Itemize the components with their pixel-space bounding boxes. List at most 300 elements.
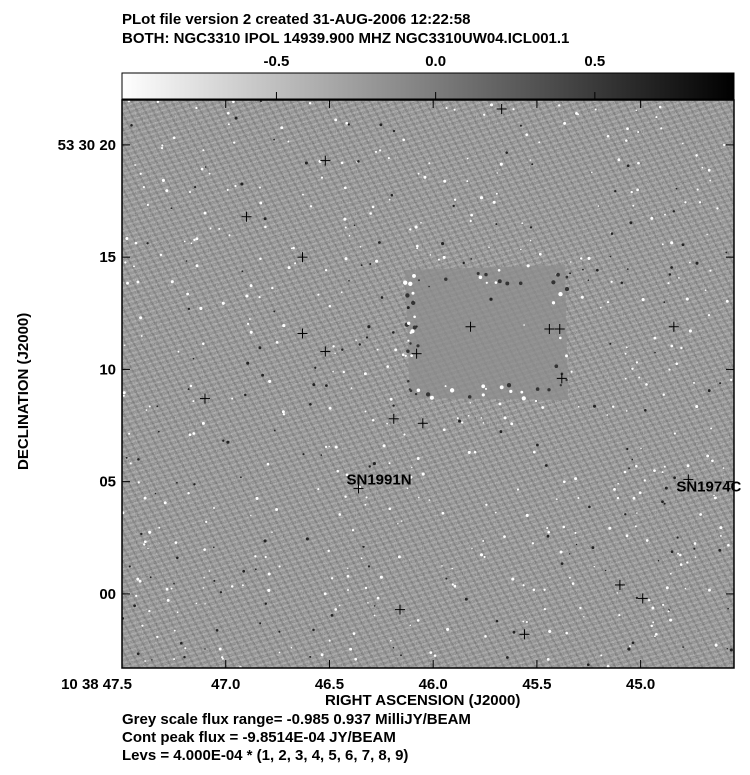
noise-speckle xyxy=(240,476,242,478)
noise-speckle xyxy=(705,289,707,291)
noise-speckle xyxy=(504,416,507,419)
noise-speckle xyxy=(720,535,722,537)
ring-speckle xyxy=(407,380,410,383)
noise-speckle xyxy=(335,446,338,449)
noise-speckle xyxy=(709,270,711,272)
noise-speckle xyxy=(644,409,647,412)
noise-speckle xyxy=(530,226,532,228)
y-tick-label-1: 15 xyxy=(99,249,116,267)
noise-speckle xyxy=(446,107,448,109)
x-axis-label: RIGHT ASCENSION (J2000) xyxy=(325,692,521,709)
noise-speckle xyxy=(730,648,733,651)
noise-speckle xyxy=(403,433,405,435)
noise-speckle xyxy=(547,658,550,661)
noise-speckle xyxy=(417,457,420,460)
noise-speckle xyxy=(626,534,629,537)
noise-speckle xyxy=(229,234,231,236)
noise-speckle xyxy=(402,139,405,142)
noise-speckle xyxy=(209,173,211,175)
noise-speckle xyxy=(461,421,463,423)
y-tick-label-3: 05 xyxy=(99,473,116,491)
noise-speckle xyxy=(635,525,637,527)
noise-speckle xyxy=(674,433,676,435)
noise-speckle xyxy=(184,241,186,243)
noise-speckle xyxy=(348,280,350,282)
noise-speckle xyxy=(210,228,212,230)
noise-speckle xyxy=(129,565,131,567)
noise-speckle xyxy=(702,167,704,169)
noise-speckle xyxy=(202,422,205,425)
noise-speckle xyxy=(465,598,468,601)
noise-speckle xyxy=(146,242,148,244)
noise-speckle xyxy=(161,147,163,149)
noise-speckle xyxy=(636,189,639,192)
noise-speckle xyxy=(213,547,215,549)
noise-speckle xyxy=(375,260,378,263)
header-line-1: PLot file version 2 created 31-AUG-2006 12:22:58 xyxy=(122,11,471,28)
noise-speckle xyxy=(463,262,465,264)
noise-speckle xyxy=(144,540,147,543)
noise-speckle xyxy=(401,520,402,521)
noise-speckle xyxy=(240,182,243,185)
ring-speckle xyxy=(410,329,414,333)
noise-speckle xyxy=(598,205,600,207)
noise-speckle xyxy=(380,576,383,579)
noise-speckle xyxy=(343,218,346,221)
noise-speckle xyxy=(391,194,394,197)
noise-speckle xyxy=(339,605,340,606)
noise-speckle xyxy=(513,631,516,634)
ring-speckle xyxy=(565,379,567,381)
noise-speckle xyxy=(417,619,420,622)
noise-speckle xyxy=(483,422,485,424)
noise-speckle xyxy=(651,625,653,627)
ring-speckle xyxy=(403,281,407,285)
noise-speckle xyxy=(138,481,140,483)
noise-speckle xyxy=(418,173,420,175)
noise-speckle xyxy=(282,410,285,413)
noise-speckle xyxy=(188,388,190,390)
noise-speckle xyxy=(530,240,532,242)
noise-speckle xyxy=(577,497,579,499)
noise-speckle xyxy=(193,483,195,485)
noise-speckle xyxy=(128,433,130,435)
noise-speckle xyxy=(480,553,483,556)
noise-speckle xyxy=(171,207,173,209)
noise-speckle xyxy=(362,545,364,547)
noise-speckle xyxy=(668,369,670,371)
noise-speckle xyxy=(548,630,551,633)
noise-speckle xyxy=(359,343,361,345)
noise-speckle xyxy=(365,411,367,413)
noise-speckle xyxy=(234,185,236,187)
noise-speckle xyxy=(164,501,167,504)
ring-speckle xyxy=(505,281,509,285)
noise-speckle xyxy=(576,544,578,546)
noise-speckle xyxy=(133,604,136,607)
noise-speckle xyxy=(365,587,367,589)
noise-speckle xyxy=(500,163,503,166)
noise-speckle xyxy=(381,296,384,299)
noise-speckle xyxy=(390,398,393,401)
noise-speckle xyxy=(360,246,362,248)
noise-speckle xyxy=(495,223,497,225)
noise-speckle xyxy=(483,114,485,116)
noise-speckle xyxy=(655,116,657,118)
noise-speckle xyxy=(147,548,148,549)
noise-speckle xyxy=(662,243,664,245)
noise-speckle xyxy=(173,136,176,139)
noise-speckle xyxy=(654,352,656,354)
noise-speckle xyxy=(183,656,185,658)
noise-speckle xyxy=(730,379,732,381)
noise-speckle xyxy=(271,532,272,533)
noise-speckle xyxy=(278,631,280,633)
noise-speckle xyxy=(158,527,160,529)
noise-speckle xyxy=(410,625,412,627)
noise-speckle xyxy=(130,124,133,127)
noise-speckle xyxy=(443,180,446,183)
noise-speckle xyxy=(130,462,132,464)
noise-speckle xyxy=(661,500,664,503)
noise-speckle xyxy=(445,578,447,580)
noise-speckle xyxy=(378,241,381,244)
noise-speckle xyxy=(374,615,376,617)
noise-speckle xyxy=(176,482,178,484)
noise-speckle xyxy=(471,548,472,549)
ring-speckle xyxy=(565,354,568,357)
noise-speckle xyxy=(219,648,222,651)
noise-speckle xyxy=(325,269,327,271)
noise-speckle xyxy=(682,646,684,648)
noise-speckle xyxy=(287,141,289,143)
noise-speckle xyxy=(675,362,678,365)
noise-speckle xyxy=(325,446,327,448)
noise-speckle xyxy=(312,629,315,632)
noise-speckle xyxy=(302,453,304,455)
noise-speckle xyxy=(125,237,128,240)
noise-speckle xyxy=(309,656,311,658)
noise-speckle xyxy=(347,568,348,569)
noise-speckle xyxy=(306,537,309,540)
x-tick-label-0: 10 38 47.5 xyxy=(61,676,132,693)
noise-speckle xyxy=(227,189,229,191)
noise-speckle xyxy=(271,287,273,289)
noise-speckle xyxy=(187,492,189,494)
noise-speckle xyxy=(174,630,176,632)
noise-speckle xyxy=(669,619,672,622)
noise-speckle xyxy=(173,583,175,585)
noise-speckle xyxy=(429,651,432,654)
colorbar-tick-label-2: 0.5 xyxy=(584,53,606,70)
noise-speckle xyxy=(467,158,468,159)
noise-speckle xyxy=(723,144,725,146)
noise-speckle xyxy=(186,260,188,262)
noise-speckle xyxy=(259,257,261,259)
noise-speckle xyxy=(398,555,401,558)
noise-speckle xyxy=(331,614,334,617)
noise-speckle xyxy=(525,133,528,136)
noise-speckle xyxy=(317,294,319,296)
noise-speckle xyxy=(627,268,629,270)
noise-speckle xyxy=(428,162,430,164)
noise-speckle xyxy=(379,149,381,151)
noise-speckle xyxy=(341,161,344,164)
noise-speckle xyxy=(155,493,157,495)
smooth-center-region xyxy=(405,265,568,400)
noise-speckle xyxy=(596,269,599,272)
noise-speckle xyxy=(442,512,445,515)
noise-speckle xyxy=(428,286,430,288)
noise-speckle xyxy=(706,234,707,235)
noise-speckle xyxy=(355,339,357,341)
ring-speckle xyxy=(412,274,416,278)
noise-speckle xyxy=(291,247,293,249)
noise-speckle xyxy=(320,454,322,456)
noise-speckle xyxy=(345,122,348,125)
noise-speckle xyxy=(708,589,711,592)
noise-speckle xyxy=(547,535,550,538)
noise-speckle xyxy=(579,607,581,609)
noise-speckle xyxy=(246,362,249,365)
ring-speckle xyxy=(417,389,421,393)
noise-speckle xyxy=(616,592,618,594)
noise-speckle xyxy=(147,204,149,206)
noise-speckle xyxy=(317,488,319,490)
noise-speckle xyxy=(375,151,377,153)
noise-speckle xyxy=(588,506,591,509)
noise-speckle xyxy=(189,433,192,436)
noise-speckle xyxy=(232,100,235,103)
noise-speckle xyxy=(347,589,349,591)
noise-speckle xyxy=(631,191,633,193)
noise-speckle xyxy=(727,608,729,610)
noise-speckle xyxy=(329,305,332,308)
noise-speckle xyxy=(201,168,204,171)
noise-speckle xyxy=(453,585,456,588)
noise-speckle xyxy=(631,459,633,461)
noise-speckle xyxy=(369,263,371,265)
noise-speckle xyxy=(582,269,584,271)
noise-speckle xyxy=(644,479,646,481)
noise-speckle xyxy=(216,629,219,632)
noise-speckle xyxy=(521,222,523,224)
noise-speckle xyxy=(466,180,468,182)
noise-speckle xyxy=(349,235,351,237)
noise-speckle xyxy=(539,253,542,256)
noise-speckle xyxy=(468,451,471,454)
noise-speckle xyxy=(309,403,312,406)
ring-speckle xyxy=(407,340,409,342)
colorbar-tick-label-0: -0.5 xyxy=(263,53,290,70)
noise-speckle xyxy=(617,158,620,161)
noise-speckle xyxy=(161,144,163,146)
noise-speckle xyxy=(184,647,186,649)
noise-speckle xyxy=(689,262,691,264)
noise-speckle xyxy=(231,585,234,588)
noise-speckle xyxy=(192,400,194,402)
noise-speckle xyxy=(273,139,275,141)
noise-speckle xyxy=(563,480,566,483)
noise-speckle xyxy=(294,262,296,264)
noise-speckle xyxy=(481,417,483,419)
noise-speckle xyxy=(637,131,639,133)
noise-speckle xyxy=(633,497,636,500)
noise-speckle xyxy=(678,277,680,279)
noise-speckle xyxy=(329,407,332,410)
noise-speckle xyxy=(267,463,270,466)
noise-speckle xyxy=(202,149,204,151)
noise-speckle xyxy=(418,497,420,499)
ring-speckle xyxy=(498,269,501,272)
noise-speckle xyxy=(345,227,347,229)
noise-speckle xyxy=(624,513,626,515)
noise-speckle xyxy=(194,186,196,188)
noise-speckle xyxy=(258,296,260,298)
noise-speckle xyxy=(233,141,235,143)
noise-speckle xyxy=(443,256,446,259)
noise-speckle xyxy=(650,217,653,220)
noise-speckle xyxy=(489,298,492,301)
noise-speckle xyxy=(305,161,308,164)
noise-speckle xyxy=(612,405,614,407)
noise-speckle xyxy=(695,405,698,408)
noise-speckle xyxy=(480,196,483,199)
noise-speckle xyxy=(264,226,267,229)
noise-speckle xyxy=(150,576,152,578)
noise-speckle xyxy=(686,297,689,300)
noise-speckle xyxy=(275,508,278,511)
ring-speckle xyxy=(413,326,417,330)
noise-speckle xyxy=(141,625,143,627)
noise-speckle xyxy=(520,125,522,127)
noise-speckle xyxy=(716,207,718,209)
ring-speckle xyxy=(559,337,562,340)
noise-speckle xyxy=(280,126,283,129)
ring-speckle xyxy=(405,293,409,297)
noise-speckle xyxy=(196,603,198,605)
noise-speckle xyxy=(591,172,592,173)
noise-speckle xyxy=(682,143,684,145)
noise-speckle xyxy=(645,383,648,386)
noise-speckle xyxy=(409,228,411,230)
noise-speckle xyxy=(697,189,699,191)
noise-speckle xyxy=(670,266,673,269)
noise-speckle xyxy=(506,656,509,659)
noise-speckle xyxy=(569,553,570,554)
noise-speckle xyxy=(324,592,327,595)
noise-speckle xyxy=(302,194,304,196)
noise-speckle xyxy=(124,345,125,346)
noise-speckle xyxy=(695,262,698,265)
noise-speckle xyxy=(374,605,376,607)
noise-speckle xyxy=(136,578,139,581)
noise-speckle xyxy=(383,444,386,447)
y-tick-label-4: 00 xyxy=(99,585,116,603)
noise-speckle xyxy=(470,214,473,217)
noise-speckle xyxy=(268,380,271,383)
noise-speckle xyxy=(493,201,496,204)
noise-speckle xyxy=(617,497,619,499)
noise-speckle xyxy=(140,533,142,535)
x-tick-label-2: 46.5 xyxy=(314,676,345,693)
noise-speckle xyxy=(242,584,244,586)
ring-speckle xyxy=(416,344,419,347)
noise-speckle xyxy=(452,583,454,585)
noise-speckle xyxy=(276,341,279,344)
noise-speckle xyxy=(544,608,546,610)
ring-speckle xyxy=(412,292,415,295)
ring-speckle xyxy=(566,276,569,279)
noise-speckle xyxy=(268,573,271,576)
noise-speckle xyxy=(314,367,316,369)
noise-speckle xyxy=(652,621,654,623)
noise-speckle xyxy=(607,414,609,416)
noise-speckle xyxy=(388,507,391,510)
noise-speckle xyxy=(646,539,649,542)
noise-speckle xyxy=(581,296,584,299)
noise-speckle xyxy=(123,395,125,397)
noise-speckle xyxy=(595,109,597,111)
ring-speckle xyxy=(468,395,472,399)
noise-speckle xyxy=(727,544,730,547)
ring-speckle xyxy=(560,384,562,386)
noise-speckle xyxy=(343,371,345,373)
x-tick-label-3: 46.0 xyxy=(418,676,448,693)
noise-speckle xyxy=(165,189,168,192)
noise-speckle xyxy=(569,577,571,579)
ring-speckle xyxy=(426,392,430,396)
noise-speckle xyxy=(625,353,627,355)
ring-speckle xyxy=(522,396,526,400)
noise-speckle xyxy=(390,640,392,642)
noise-speckle xyxy=(640,448,641,449)
noise-speckle xyxy=(393,647,395,649)
noise-speckle xyxy=(176,557,179,560)
noise-speckle xyxy=(264,539,267,542)
noise-speckle xyxy=(607,135,610,138)
noise-speckle xyxy=(684,201,686,203)
noise-speckle xyxy=(679,554,682,557)
noise-speckle xyxy=(255,497,258,500)
noise-speckle xyxy=(148,531,151,534)
noise-speckle xyxy=(423,176,426,179)
noise-speckle xyxy=(626,346,628,348)
noise-speckle xyxy=(357,160,360,163)
noise-speckle xyxy=(654,635,656,637)
noise-speckle xyxy=(726,300,729,303)
noise-speckle xyxy=(639,491,642,494)
noise-speckle xyxy=(143,543,145,545)
noise-speckle xyxy=(496,193,498,195)
ring-speckle xyxy=(410,389,413,392)
noise-speckle xyxy=(144,660,146,662)
noise-speckle xyxy=(177,351,179,353)
noise-speckle xyxy=(321,653,324,656)
noise-speckle xyxy=(264,217,267,220)
noise-speckle xyxy=(199,307,202,310)
noise-speckle xyxy=(354,224,356,226)
noise-speckle xyxy=(171,280,174,283)
noise-speckle xyxy=(259,187,261,189)
noise-speckle xyxy=(695,154,698,157)
ring-speckle xyxy=(407,322,410,325)
noise-speckle xyxy=(727,648,728,649)
noise-speckle xyxy=(663,394,665,396)
ring-speckle xyxy=(500,385,504,389)
noise-speckle xyxy=(520,391,523,394)
noise-speckle xyxy=(259,622,261,624)
